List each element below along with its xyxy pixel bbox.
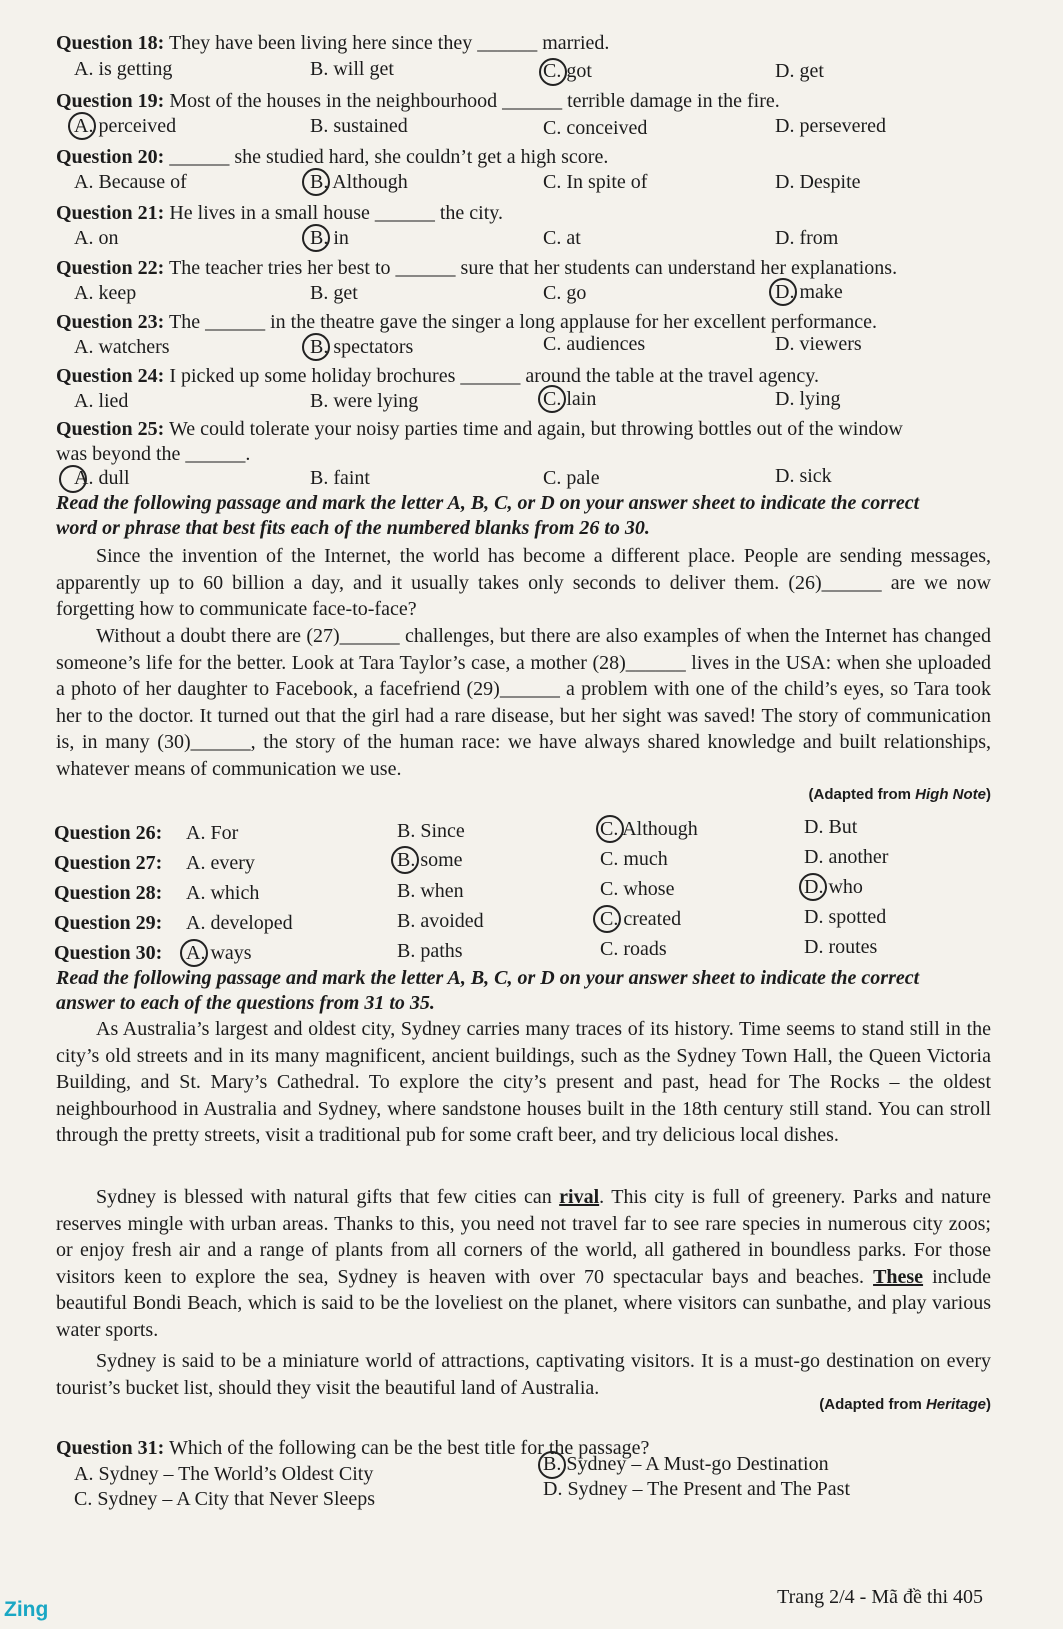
passage-2-paragraph-1: As Australia’s largest and oldest city, Sydney carries many traces of its history. Time seems to stand still in the city’s old streets and in its many magnificent, ancient buildings, such as the Sydney Town Hall, the Queen Victoria Building, and St. Mary’s Cathedral. To explore the city’s present and past, head for The Rocks – the oldest neighbourhood in Australia and Sydney, where sandstone houses built in the 18th century still stand. You can stroll through the pretty streets, visit a traditional pub for some craft beer, and try delicious local dishes. xyxy=(56,1018,991,1146)
q20-option-a: A. Because of xyxy=(74,171,187,193)
q23-option-b: B. spectators xyxy=(310,336,414,358)
q25-option-c: C. pale xyxy=(543,467,600,489)
q20-option-c: C. In spite of xyxy=(543,171,648,193)
q20-option-b: B. Although xyxy=(310,171,408,193)
question-27-label: Question 27: xyxy=(54,852,163,874)
passage-2-paragraph-3: Sydney is said to be a miniature world of attractions, captivating visitors. It is a must-go destination on every tourist’s bucket list, should they visit the beautiful land of Australia. xyxy=(56,1350,991,1399)
q25-option-b: B. faint xyxy=(310,467,370,489)
question-25-line2: was beyond the ______. xyxy=(56,443,251,465)
q21-option-d: D. from xyxy=(775,227,839,249)
q30-option-c: C. roads xyxy=(600,938,667,960)
q19-option-c: C. conceived xyxy=(543,117,648,139)
q19-option-d: D. persevered xyxy=(775,115,887,137)
q31-option-c: C. Sydney – A City that Never Sleeps xyxy=(74,1488,376,1510)
q26-option-d: D. But xyxy=(804,816,858,838)
q23-option-c: C. audiences xyxy=(543,333,646,355)
passage-1-source: (Adapted from High Note) xyxy=(808,786,991,803)
zing-watermark-logo: Zing xyxy=(4,1598,49,1621)
question-31: Question 31: Which of the following can be the best title for the passage? xyxy=(56,1437,650,1459)
q29-option-a: A. developed xyxy=(186,912,293,934)
q21-option-b: B. in xyxy=(310,227,349,249)
passage-1-paragraph-2: Without a doubt there are (27)______ challenges, but there are also examples of when the Internet has changed someone’s life for the better. Look at Tara Taylor’s case, a mother (28)______ lives in the USA: when she uploaded a photo of her daughter to Facebook, a facefriend (29)______ a problem with one of the child’s eyes, so Tara took her to the doctor. It turned out that the girl had a rare disease, but her sight was saved! The story of communication is, in many (30)______, the story of the human race: we have always shared knowledge and built relationships, whatever means of communication we use. xyxy=(56,625,991,780)
q19-option-b: B. sustained xyxy=(310,115,408,137)
q27-option-d: D. another xyxy=(804,846,889,868)
q29-option-b: B. avoided xyxy=(397,910,484,932)
q28-option-a: A. which xyxy=(186,882,260,904)
q18-option-d: D. get xyxy=(775,60,824,82)
q26-option-a: A. For xyxy=(186,822,239,844)
q23-option-a: A. watchers xyxy=(74,336,170,358)
instruction-1-line2: word or phrase that best fits each of the numbered blanks from 26 to 30. xyxy=(56,517,650,539)
q24-option-c: C. lain xyxy=(543,388,597,410)
q31-option-a: A. Sydney – The World’s Oldest City xyxy=(74,1463,374,1485)
passage-2-paragraph-2: Sydney is blessed with natural gifts that few cities can rival. This city is full of greenery. Parks and nature reserves mingle with urban areas. Thanks to this, you need not travel far to see rare species in numerous city zoos; or enjoy fresh air and a range of plants from all corners of the world, all gathered in boundless parks. For those visitors keen to explore the sea, Sydney is heaven with over 70 spectacular bays and beaches. These include beautiful Bondi Beach, which is said to be the loveliest on the planet, where visitors can sunbathe, and play various water sports. xyxy=(56,1186,991,1341)
question-29-label: Question 29: xyxy=(54,912,163,934)
question-30-label: Question 30: xyxy=(54,942,163,964)
q19-option-a: A. perceived xyxy=(74,115,177,137)
instruction-2-line2: answer to each of the questions from 31 to 35. xyxy=(56,992,435,1014)
q28-option-c: C. whose xyxy=(600,878,675,900)
q25-option-d: D. sick xyxy=(775,465,832,487)
page-footer: Trang 2/4 - Mã đề thi 405 xyxy=(777,1586,983,1608)
question-21: Question 21: He lives in a small house ______ the city. xyxy=(56,202,503,224)
q30-option-a: A. ways xyxy=(186,942,252,964)
passage-2-source: (Adapted from Heritage) xyxy=(819,1396,991,1413)
q20-option-d: D. Despite xyxy=(775,171,861,193)
q29-option-c: C. created xyxy=(600,908,682,930)
q31-option-b: B. Sydney – A Must-go Destination xyxy=(543,1453,829,1475)
passage-1-paragraph-1: Since the invention of the Internet, the world has become a different place. People are sending messages, apparently up to 60 billion a day, and it usually takes only seconds to deliver them. (26)______ are we now forgetting how to communicate face-to-face? xyxy=(56,545,991,620)
instruction-1-line1: Read the following passage and mark the letter A, B, C, or D on your answer sheet to indicate the correct xyxy=(56,492,920,514)
instruction-2-line1: Read the following passage and mark the letter A, B, C, or D on your answer sheet to indicate the correct xyxy=(56,967,920,989)
q30-option-d: D. routes xyxy=(804,936,878,958)
q27-option-c: C. much xyxy=(600,848,668,870)
question-26-label: Question 26: xyxy=(54,822,163,844)
q28-option-d: D. who xyxy=(804,876,863,898)
q31-option-d: D. Sydney – The Present and The Past xyxy=(543,1478,851,1500)
q18-option-b: B. will get xyxy=(310,58,394,80)
q30-option-b: B. paths xyxy=(397,940,463,962)
q22-option-d: D. make xyxy=(775,281,843,303)
q18-option-c: C. got xyxy=(543,60,592,82)
question-28-label: Question 28: xyxy=(54,882,163,904)
q25-option-a: A. dull xyxy=(74,467,130,489)
question-18: Question 18: They have been living here since they ______ married. xyxy=(56,32,610,54)
q24-option-a: A. lied xyxy=(74,390,129,412)
q22-option-a: A. keep xyxy=(74,282,137,304)
question-20: Question 20: ______ she studied hard, she couldn’t get a high score. xyxy=(56,146,609,168)
q24-option-b: B. were lying xyxy=(310,390,419,412)
q28-option-b: B. when xyxy=(397,880,464,902)
question-22: Question 22: The teacher tries her best to ______ sure that her students can understand her explanations. xyxy=(56,257,898,279)
question-19: Question 19: Most of the houses in the neighbourhood ______ terrible damage in the fire. xyxy=(56,90,780,112)
question-25: Question 25: We could tolerate your noisy parties time and again, but throwing bottles out of the window xyxy=(56,418,903,440)
q26-option-b: B. Since xyxy=(397,820,465,842)
q18-option-a: A. is getting xyxy=(74,58,173,80)
q23-option-d: D. viewers xyxy=(775,333,862,355)
q21-option-a: A. on xyxy=(74,227,119,249)
q22-option-c: C. go xyxy=(543,282,587,304)
question-24: Question 24: I picked up some holiday brochures ______ around the table at the travel agency. xyxy=(56,365,819,387)
question-23: Question 23: The ______ in the theatre gave the singer a long applause for her excellent performance. xyxy=(56,311,878,333)
q22-option-b: B. get xyxy=(310,282,358,304)
highlight-rival: rival xyxy=(559,1186,600,1208)
q27-option-a: A. every xyxy=(186,852,255,874)
q27-option-b: B. some xyxy=(397,849,463,871)
q24-option-d: D. lying xyxy=(775,388,841,410)
q21-option-c: C. at xyxy=(543,227,581,249)
highlight-these: These xyxy=(873,1265,924,1288)
q29-option-d: D. spotted xyxy=(804,906,887,928)
q26-option-c: C. Although xyxy=(600,818,698,840)
